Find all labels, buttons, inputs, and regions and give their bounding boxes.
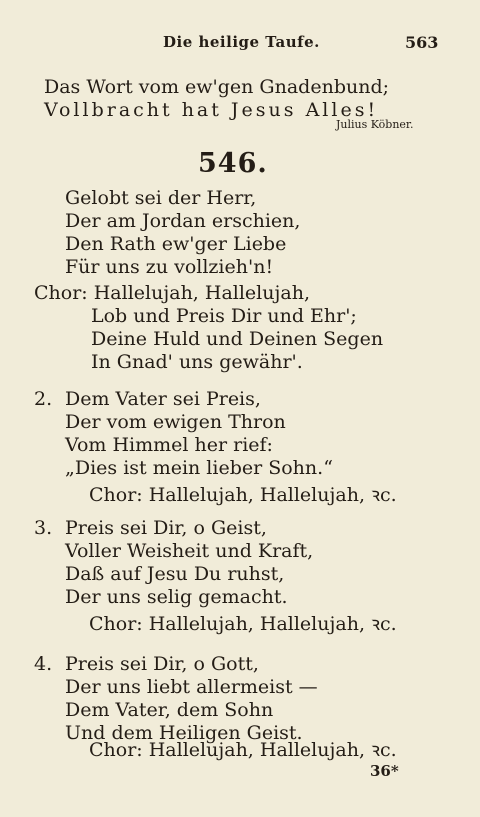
verse-line: Und dem Heiligen Geist. (65, 722, 303, 744)
verse-line: Dem Vater sei Preis, (65, 388, 261, 410)
verse-line: „Dies ist mein lieber Sohn.“ (65, 457, 333, 479)
verse-line: Vom Himmel her rief: (65, 434, 273, 456)
signature-mark: 36* (370, 762, 399, 780)
chorus-line: Chor: Hallelujah, Hallelujah, ꝛc. (89, 484, 397, 506)
previous-hymn-line: Das Wort vom ew'gen Gnadenbund; (44, 76, 390, 98)
verse-line: Der vom ewigen Thron (65, 411, 286, 433)
page-number: 563 (405, 33, 439, 52)
hymn-number: 546. (198, 148, 268, 179)
verse-line: Daß auf Jesu Du ruhst, (65, 563, 285, 585)
chorus-line: Chor: Hallelujah, Hallelujah, ꝛc. (89, 613, 397, 635)
verse-number: 4. (34, 653, 53, 675)
verse-line: Preis sei Dir, o Gott, (65, 653, 259, 675)
author-credit: Julius Köbner. (336, 118, 414, 131)
verse-number: 2. (34, 388, 53, 410)
verse-line: Preis sei Dir, o Geist, (65, 517, 267, 539)
verse-line: Der am Jordan erschien, (65, 210, 301, 232)
verse-number: 3. (34, 517, 53, 539)
previous-hymn-line: Vollbracht hat Jesus Alles! (44, 99, 379, 121)
verse-line: Voller Weisheit und Kraft, (65, 540, 314, 562)
verse-line: Gelobt sei der Herr, (65, 187, 257, 209)
verse-line: Der uns selig gemacht. (65, 586, 288, 608)
running-header: Die heilige Taufe. (163, 33, 320, 51)
chorus-line: Lob und Preis Dir und Ehr'; (91, 305, 357, 327)
verse-line: Der uns liebt allermeist — (65, 676, 318, 698)
chorus-line: Chor: Hallelujah, Hallelujah, ꝛc. (89, 739, 397, 761)
chorus-line: Deine Huld und Deinen Segen (91, 328, 384, 350)
chorus-line: In Gnad' uns gewähr'. (91, 351, 303, 373)
verse-line: Den Rath ew'ger Liebe (65, 233, 287, 255)
verse-line: Für uns zu vollzieh'n! (65, 256, 274, 278)
verse-line: Dem Vater, dem Sohn (65, 699, 274, 721)
chorus-line: Chor: Hallelujah, Hallelujah, (34, 282, 310, 304)
